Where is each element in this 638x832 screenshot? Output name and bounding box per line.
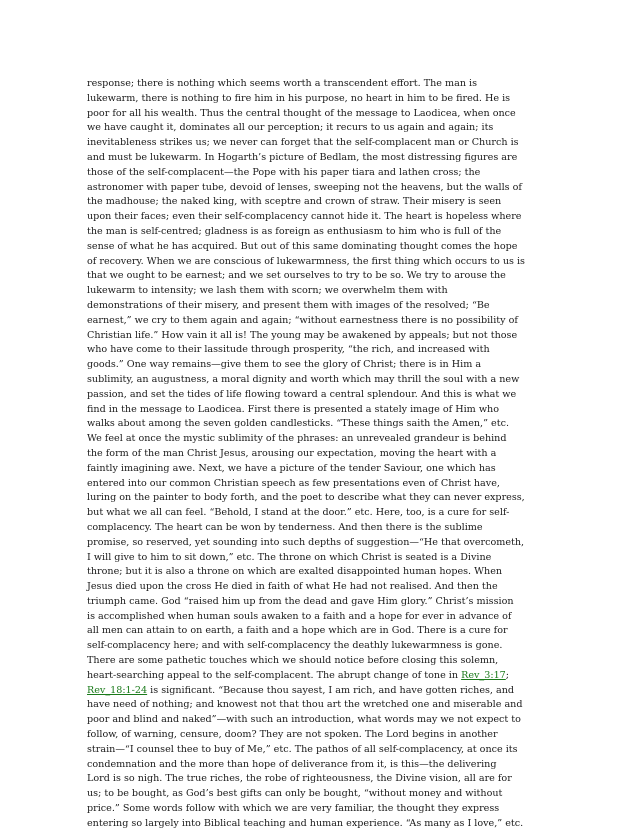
text-segment: complacency. The heart can be won by tenderness. And then there is the sublime	[87, 521, 483, 533]
text-segment: inevitableness strikes us; we never can forget that the self-complacent man or Church is	[87, 137, 519, 149]
text-line	[87, 136, 547, 151]
text-line	[87, 772, 547, 787]
text-segment: we have caught it, dominates all our perception; it recurs to us again and again; its	[87, 122, 494, 134]
text-line	[87, 432, 547, 447]
text-segment: ;	[505, 669, 510, 681]
text-line	[87, 181, 547, 196]
text-line	[87, 787, 547, 802]
text-line	[87, 210, 547, 225]
text-line	[87, 610, 547, 625]
text-line	[87, 758, 547, 773]
text-segment: of recovery. When we are conscious of lukewarmness, the first thing which occurs to us is	[87, 255, 525, 267]
text-line	[87, 403, 547, 418]
text-line	[87, 669, 547, 684]
text-line	[87, 299, 547, 314]
text-segment: sense of what he has acquired. But out of this same dominating thought comes the hope	[87, 240, 518, 252]
text-line	[87, 817, 547, 832]
text-line	[87, 684, 547, 699]
text-segment: luring on the painter to body forth, and the poet to describe what they can never express,	[87, 492, 525, 504]
text-line	[87, 151, 547, 166]
text-line	[87, 329, 547, 344]
text-line	[87, 92, 547, 107]
text-line	[87, 358, 547, 373]
text-segment: There are some pathetic touches which we should notice before closing this solemn,	[87, 655, 499, 667]
document-body	[87, 77, 547, 832]
scripture-reference-link[interactable]: Rev_18:1-24	[87, 684, 148, 696]
text-segment: response; there is nothing which seems worth a transcendent effort. The man is	[87, 78, 478, 89]
text-line	[87, 580, 547, 595]
text-segment: price.” Some words follow with which we are very familiar, the thought they express	[87, 803, 500, 815]
text-line	[87, 802, 547, 817]
text-line	[87, 269, 547, 284]
text-segment: promise, so reserved, yet sounding into such depths of suggestion—“He that overcometh,	[87, 536, 525, 548]
text-segment: is significant. “Because thou sayest, I am rich, and have gotten riches, and	[147, 684, 515, 696]
text-line	[87, 595, 547, 610]
text-segment: is accomplished when human souls awaken to a faith and a hope for ever in advance of	[87, 610, 512, 622]
text-line	[87, 447, 547, 462]
text-line	[87, 314, 547, 329]
text-line	[87, 477, 547, 492]
text-line	[87, 240, 547, 255]
text-segment: the madhouse; the naked king, with sceptre and crown of straw. Their misery is seen	[87, 196, 502, 208]
text-line	[87, 491, 547, 506]
text-segment: earnest,” we cry to them again and again; “without earnestness there is no possibility of	[87, 314, 518, 326]
text-line	[87, 417, 547, 432]
text-line	[87, 225, 547, 240]
text-line	[87, 107, 547, 122]
text-line	[87, 624, 547, 639]
text-line	[87, 654, 547, 669]
text-line	[87, 639, 547, 654]
text-segment: those of the self-complacent—the Pope with his paper tiara and lathen cross; the	[87, 166, 481, 178]
text-segment: entering so largely into Biblical teaching and human experience. “As many as I love,” etc.	[87, 817, 524, 829]
text-line	[87, 506, 547, 521]
text-segment: entered into our common Christian speech as few presentations even of Christ have,	[87, 477, 500, 489]
text-segment: all men can attain to on earth, a faith and a hope which are in God. There is a cure for	[87, 625, 508, 637]
text-line	[87, 565, 547, 580]
text-line	[87, 343, 547, 358]
text-segment: throne; but it is also a throne on which are exalted disappointed human hopes. When	[87, 566, 503, 578]
text-segment: upon their faces; even their self-complacency cannot hide it. The heart is hopeless where	[87, 211, 522, 223]
text-line	[87, 551, 547, 566]
text-segment: walks about among the seven golden candlesticks. “These things saith the Amen,” etc.	[87, 418, 510, 430]
text-line	[87, 255, 547, 270]
text-line	[87, 713, 547, 728]
text-segment: poor and blind and naked”—with such an introduction, what words may we not expect to	[87, 714, 521, 726]
text-segment: and must be lukewarm. In Hogarth’s picture of Bedlam, the most distressing figures are	[87, 151, 518, 163]
text-line	[87, 521, 547, 536]
text-segment: astronomer with paper tube, devoid of lenses, sweeping not the heavens, but the walls of	[87, 181, 522, 193]
text-line	[87, 166, 547, 181]
text-segment: passion, and set the tides of life flowing toward a central splendour. And this is what we	[87, 388, 517, 400]
text-line	[87, 698, 547, 713]
text-line	[87, 373, 547, 388]
text-segment: find in the message to Laodicea. First there is presented a stately image of Him who	[87, 403, 499, 415]
text-segment: goods.” One way remains—give them to see the glory of Christ; there is in Him a	[87, 359, 482, 371]
text-segment: us; to be bought, as God’s best gifts can only be bought, “without money and without	[87, 788, 503, 800]
text-segment: poor for all his wealth. Thus the central thought of the message to Laodicea, when once	[87, 107, 516, 119]
text-segment: follow, of warning, censure, doom? They are not spoken. The Lord begins in another	[87, 729, 498, 741]
text-segment: the man is self-centred; gladness is as foreign as enthusiasm to him who is full of the	[87, 225, 502, 237]
text-line	[87, 284, 547, 299]
text-segment: condemnation and the more than hope of deliverance from it, is this—the delivering	[87, 758, 497, 770]
text-segment: Christian life.” How vain it all is! The young may be awakened by appeals; but not those	[87, 329, 518, 341]
text-segment: Jesus died upon the cross He died in faith of what He had not realised. And then the	[87, 581, 498, 593]
text-line	[87, 536, 547, 551]
text-segment: but what we all can feel. “Behold, I stand at the door.” etc. Here, too, is a cure for self-	[87, 507, 510, 519]
text-line	[87, 462, 547, 477]
text-line	[87, 121, 547, 136]
text-segment: We feel at once the mystic sublimity of the phrases: an unrevealed grandeur is behind	[87, 433, 507, 445]
text-line	[87, 77, 547, 92]
text-segment: lukewarm, there is nothing to fire him in his purpose, no heart in him to be fired. He is	[87, 92, 511, 104]
text-line	[87, 743, 547, 758]
text-segment: the form of the man Christ Jesus, arousing our expectation, moving the heart with a	[87, 447, 497, 459]
text-line	[87, 388, 547, 403]
text-segment: I will give to him to sit down,” etc. The throne on which Christ is seated is a Divine	[87, 551, 492, 563]
scripture-reference-link[interactable]: Rev_3:17	[461, 669, 506, 681]
text-segment: strain—“I counsel thee to buy of Me,” etc. The pathos of all self-complacency, at once its	[87, 743, 518, 755]
text-segment: heart-searching appeal to the self-complacent. The abrupt change of tone in	[87, 669, 462, 681]
text-segment: faintly imagining awe. Next, we have a picture of the tender Saviour, one which has	[87, 462, 496, 474]
text-segment: that we ought to be earnest; and we set ourselves to try to be so. We try to arouse the	[87, 270, 506, 282]
text-segment: who have come to their lassitude through prosperity, “the rich, and increased with	[87, 344, 490, 356]
text-segment: Lord is so nigh. The true riches, the robe of righteousness, the Divine vision, all are for	[87, 773, 512, 785]
text-segment: lukewarm to intensity; we lash them with scorn; we overwhelm them with	[87, 285, 448, 297]
text-segment: self-complacency here; and with self-complacency the deathly lukewarmness is gone.	[87, 640, 503, 652]
text-segment: sublimity, an augustness, a moral dignity and worth which may thrill the soul with a new	[87, 373, 520, 385]
text-segment: have need of nothing; and knowest not that thou art the wretched one and miserable and	[87, 699, 523, 711]
text-segment: demonstrations of their misery, and present them with images of the resolved; “Be	[87, 299, 490, 311]
text-segment: triumph came. God “raised him up from the dead and gave Him glory.” Christ’s mission	[87, 595, 514, 607]
text-line	[87, 728, 547, 743]
text-line	[87, 195, 547, 210]
